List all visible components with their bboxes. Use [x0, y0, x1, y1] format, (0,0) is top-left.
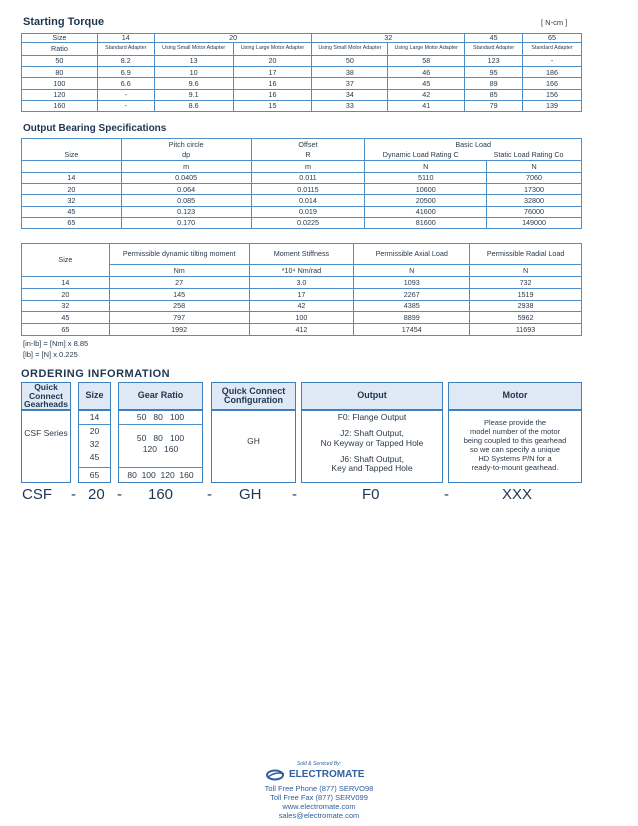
table-cell: 45: [22, 206, 122, 217]
radial-load-header: Permissible Radial Load: [470, 244, 582, 265]
unit-cell: m: [121, 161, 251, 173]
basic-load-header: [365, 139, 582, 161]
motor-note-line: model number of the motor: [469, 427, 561, 436]
bearing-title: Output Bearing Specifications: [23, 123, 167, 134]
starting-torque-table: [21, 33, 582, 112]
code-config: GH: [239, 486, 262, 503]
table-cell: 41600: [365, 206, 487, 217]
bearing-table: [21, 138, 582, 229]
unit-cell: *10⁴ Nm/rad: [249, 265, 354, 277]
table-cell: 732: [470, 277, 582, 289]
table-cell: 33: [312, 100, 388, 111]
code-ratio: 160: [148, 486, 174, 503]
moment-size-header: Size: [22, 244, 110, 277]
table-cell: 0.0225: [251, 217, 365, 228]
static-load-label: Static Load Rating Co: [493, 149, 564, 159]
header-gearheads: Quick Connect Gearheads: [21, 382, 71, 410]
table-cell: 42: [388, 89, 465, 100]
footer-website[interactable]: www.electromate.com: [282, 802, 356, 811]
table-cell: 5962: [470, 312, 582, 324]
table-cell: 160: [22, 100, 98, 111]
table-cell: 32800: [487, 195, 582, 206]
adapter-header: Standard Adapter: [465, 43, 523, 56]
table-cell: 8899: [354, 312, 470, 324]
size-14: 14: [97, 34, 154, 43]
code-dash: -: [444, 486, 449, 503]
table-cell: 50: [22, 56, 98, 67]
table-cell: 50: [312, 56, 388, 67]
table-cell: -: [523, 56, 582, 67]
table-cell: 45: [388, 78, 465, 89]
table-cell: 17454: [354, 324, 470, 336]
table-cell: 8.6: [154, 100, 233, 111]
table-cell: 100: [249, 312, 354, 324]
table-cell: 9.6: [154, 78, 233, 89]
ratio-header: Ratio: [22, 43, 98, 56]
table-cell: 46: [388, 67, 465, 78]
divider: [78, 467, 111, 468]
dynamic-load-label: Dynamic Load Rating C: [382, 149, 459, 159]
pitch-label: Pitch circle: [168, 140, 204, 150]
size-65: 65: [523, 34, 582, 43]
table-cell: 123: [465, 56, 523, 67]
table-cell: 16: [233, 89, 312, 100]
table-cell: 14: [22, 173, 122, 184]
motor-note-line: Please provide the: [483, 418, 547, 427]
table-cell: 27: [109, 277, 249, 289]
conversion-note: [lb] = [N] x 0.225: [23, 350, 78, 359]
table-cell: 10600: [365, 184, 487, 195]
unit-cell: N: [470, 265, 582, 277]
config-option: GH: [247, 436, 260, 446]
motor-note-line: HD Systems P/N for a: [478, 454, 552, 463]
unit-cell: N: [365, 161, 487, 173]
code-series: CSF: [22, 486, 52, 503]
table-cell: 0.019: [251, 206, 365, 217]
table-cell: 17: [249, 288, 354, 300]
table-cell: 0.011: [251, 173, 365, 184]
table-cell: 95: [465, 67, 523, 78]
size-option: 45: [89, 452, 100, 462]
header-size: Size: [78, 382, 111, 410]
ratio-option: 80 100 120 160: [127, 470, 194, 480]
table-cell: 17: [233, 67, 312, 78]
size-label: Size: [64, 149, 79, 159]
adapter-header: Using Small Motor Adapter: [312, 43, 388, 56]
table-cell: 0.0115: [251, 184, 365, 195]
header-motor: Motor: [448, 382, 582, 410]
divider: [118, 424, 203, 425]
size-45: 45: [465, 34, 523, 43]
ordering-title: ORDERING INFORMATION: [21, 368, 171, 380]
table-cell: 76000: [487, 206, 582, 217]
size-option: 32: [89, 439, 100, 449]
table-cell: 2267: [354, 288, 470, 300]
table-cell: 81600: [365, 217, 487, 228]
series-label: CSF Series: [24, 428, 68, 438]
size-32: 32: [312, 34, 465, 43]
table-cell: 120: [22, 89, 98, 100]
table-cell: 0.064: [121, 184, 251, 195]
torque-unit-label: [ N-cm ]: [541, 18, 568, 27]
table-cell: 100: [22, 78, 98, 89]
table-cell: 258: [109, 300, 249, 312]
ratio-option: 120 160: [142, 444, 179, 454]
ratio-option: 50 80 100: [136, 433, 185, 443]
unit-cell: N: [354, 265, 470, 277]
table-cell: 16: [233, 78, 312, 89]
size-option: 20: [89, 426, 100, 436]
adapter-header: Standard Adapter: [523, 43, 582, 56]
size-option: 65: [89, 470, 100, 480]
table-cell: 5110: [365, 173, 487, 184]
table-cell: 58: [388, 56, 465, 67]
code-dash: -: [292, 486, 297, 503]
table-cell: 2938: [470, 300, 582, 312]
basic-load-label: Basic Load: [455, 140, 491, 150]
tilting-moment-header: Permissible dynamic tilting moment: [109, 244, 249, 265]
code-dash: -: [117, 486, 122, 503]
table-cell: 20: [22, 184, 122, 195]
output-option-j6: J6: Shaft Output,: [340, 454, 404, 464]
unit-cell: Nm: [109, 265, 249, 277]
table-cell: 0.014: [251, 195, 365, 206]
footer-fax: Toll Free Fax (877) SERV099: [270, 793, 368, 802]
electromate-logo: [266, 767, 376, 781]
table-cell: 0.170: [121, 217, 251, 228]
offset-sub: R: [305, 149, 311, 159]
output-option-j2-desc: No Keyway or Tapped Hole: [320, 438, 424, 448]
pitch-header: [121, 139, 251, 161]
footer-email[interactable]: sales@electromate.com: [278, 811, 360, 820]
adapter-header: Using Large Motor Adapter: [233, 43, 312, 56]
table-cell: 7060: [487, 173, 582, 184]
code-motor: XXX: [502, 486, 533, 503]
logo-swoosh-icon: [266, 768, 286, 780]
table-cell: 6.9: [97, 67, 154, 78]
divider: [78, 424, 111, 425]
unit-cell: m: [251, 161, 365, 173]
table-cell: 79: [465, 100, 523, 111]
table-cell: 32: [22, 195, 122, 206]
size-option: 14: [89, 412, 100, 422]
table-cell: 38: [312, 67, 388, 78]
size-20: 20: [154, 34, 312, 43]
offset-header: [251, 139, 365, 161]
sold-by-label: Sold & Serviced By:: [296, 761, 342, 767]
table-cell: 6.6: [97, 78, 154, 89]
header-output: Output: [301, 382, 443, 410]
table-cell: 41: [388, 100, 465, 111]
code-dash: -: [71, 486, 76, 503]
table-cell: 45: [22, 312, 110, 324]
divider: [118, 467, 203, 468]
table-cell: 186: [523, 67, 582, 78]
table-cell: 20500: [365, 195, 487, 206]
table-cell: 89: [465, 78, 523, 89]
adapter-header: Standard Adapter: [97, 43, 154, 56]
table-cell: 139: [523, 100, 582, 111]
table-cell: 15: [233, 100, 312, 111]
table-cell: 65: [22, 217, 122, 228]
code-output: F0: [362, 486, 380, 503]
table-cell: 34: [312, 89, 388, 100]
table-cell: 32: [22, 300, 110, 312]
table-cell: 42: [249, 300, 354, 312]
table-cell: 17300: [487, 184, 582, 195]
output-option-f0: F0: Flange Output: [337, 412, 407, 422]
axial-load-header: Permissible Axial Load: [354, 244, 470, 265]
table-cell: 20: [22, 288, 110, 300]
output-option-j6-desc: Key and Tapped Hole: [331, 463, 413, 473]
table-cell: 149000: [487, 217, 582, 228]
table-cell: 0.0405: [121, 173, 251, 184]
unit-cell: N: [487, 161, 582, 173]
size-header: Size: [22, 34, 98, 43]
header-configuration: Quick Connect Configuration: [211, 382, 296, 410]
offset-label: Offset: [298, 140, 318, 150]
code-size: 20: [88, 486, 105, 503]
unit-cell: [22, 161, 122, 173]
table-cell: 1093: [354, 277, 470, 289]
conversion-note: [in-lb] = [Nm] x 8.85: [23, 339, 89, 348]
moment-table: [21, 243, 582, 336]
table-cell: 1519: [470, 288, 582, 300]
adapter-header: Using Small Motor Adapter: [154, 43, 233, 56]
table-cell: 20: [233, 56, 312, 67]
table-cell: 11693: [470, 324, 582, 336]
table-cell: 8.2: [97, 56, 154, 67]
motor-note-line: so we can specify a unique: [469, 445, 561, 454]
moment-stiffness-header: Moment Stiffness: [249, 244, 354, 265]
starting-torque-title: Starting Torque: [23, 16, 105, 28]
output-option-j2: J2: Shaft Output,: [340, 428, 404, 438]
footer-phone: Toll Free Phone (877) SERVO98: [264, 784, 374, 793]
adapter-header: Using Large Motor Adapter: [388, 43, 465, 56]
table-cell: 797: [109, 312, 249, 324]
gearheads-box: [21, 410, 71, 483]
ratio-option: 50 80 100: [136, 412, 185, 422]
table-cell: 10: [154, 67, 233, 78]
table-cell: 0.123: [121, 206, 251, 217]
motor-note-line: ready-to-mount gearhead.: [471, 463, 559, 472]
code-dash: -: [207, 486, 212, 503]
motor-note-line: being coupled to this gearhead: [463, 436, 567, 445]
table-cell: 14: [22, 277, 110, 289]
table-cell: 65: [22, 324, 110, 336]
table-cell: -: [97, 100, 154, 111]
table-cell: 9.1: [154, 89, 233, 100]
table-cell: 85: [465, 89, 523, 100]
table-cell: 412: [249, 324, 354, 336]
table-cell: 156: [523, 89, 582, 100]
table-cell: 13: [154, 56, 233, 67]
table-cell: 3.0: [249, 277, 354, 289]
table-cell: 145: [109, 288, 249, 300]
table-cell: 0.085: [121, 195, 251, 206]
table-cell: 1992: [109, 324, 249, 336]
brand-name: ELECTROMATE: [289, 768, 365, 780]
header-gear-ratio: Gear Ratio: [118, 382, 203, 410]
pitch-sub: dp: [182, 149, 191, 159]
table-cell: 37: [312, 78, 388, 89]
table-cell: 166: [523, 78, 582, 89]
bearing-size-header: [22, 139, 122, 161]
table-cell: 80: [22, 67, 98, 78]
table-cell: -: [97, 89, 154, 100]
table-cell: 4385: [354, 300, 470, 312]
